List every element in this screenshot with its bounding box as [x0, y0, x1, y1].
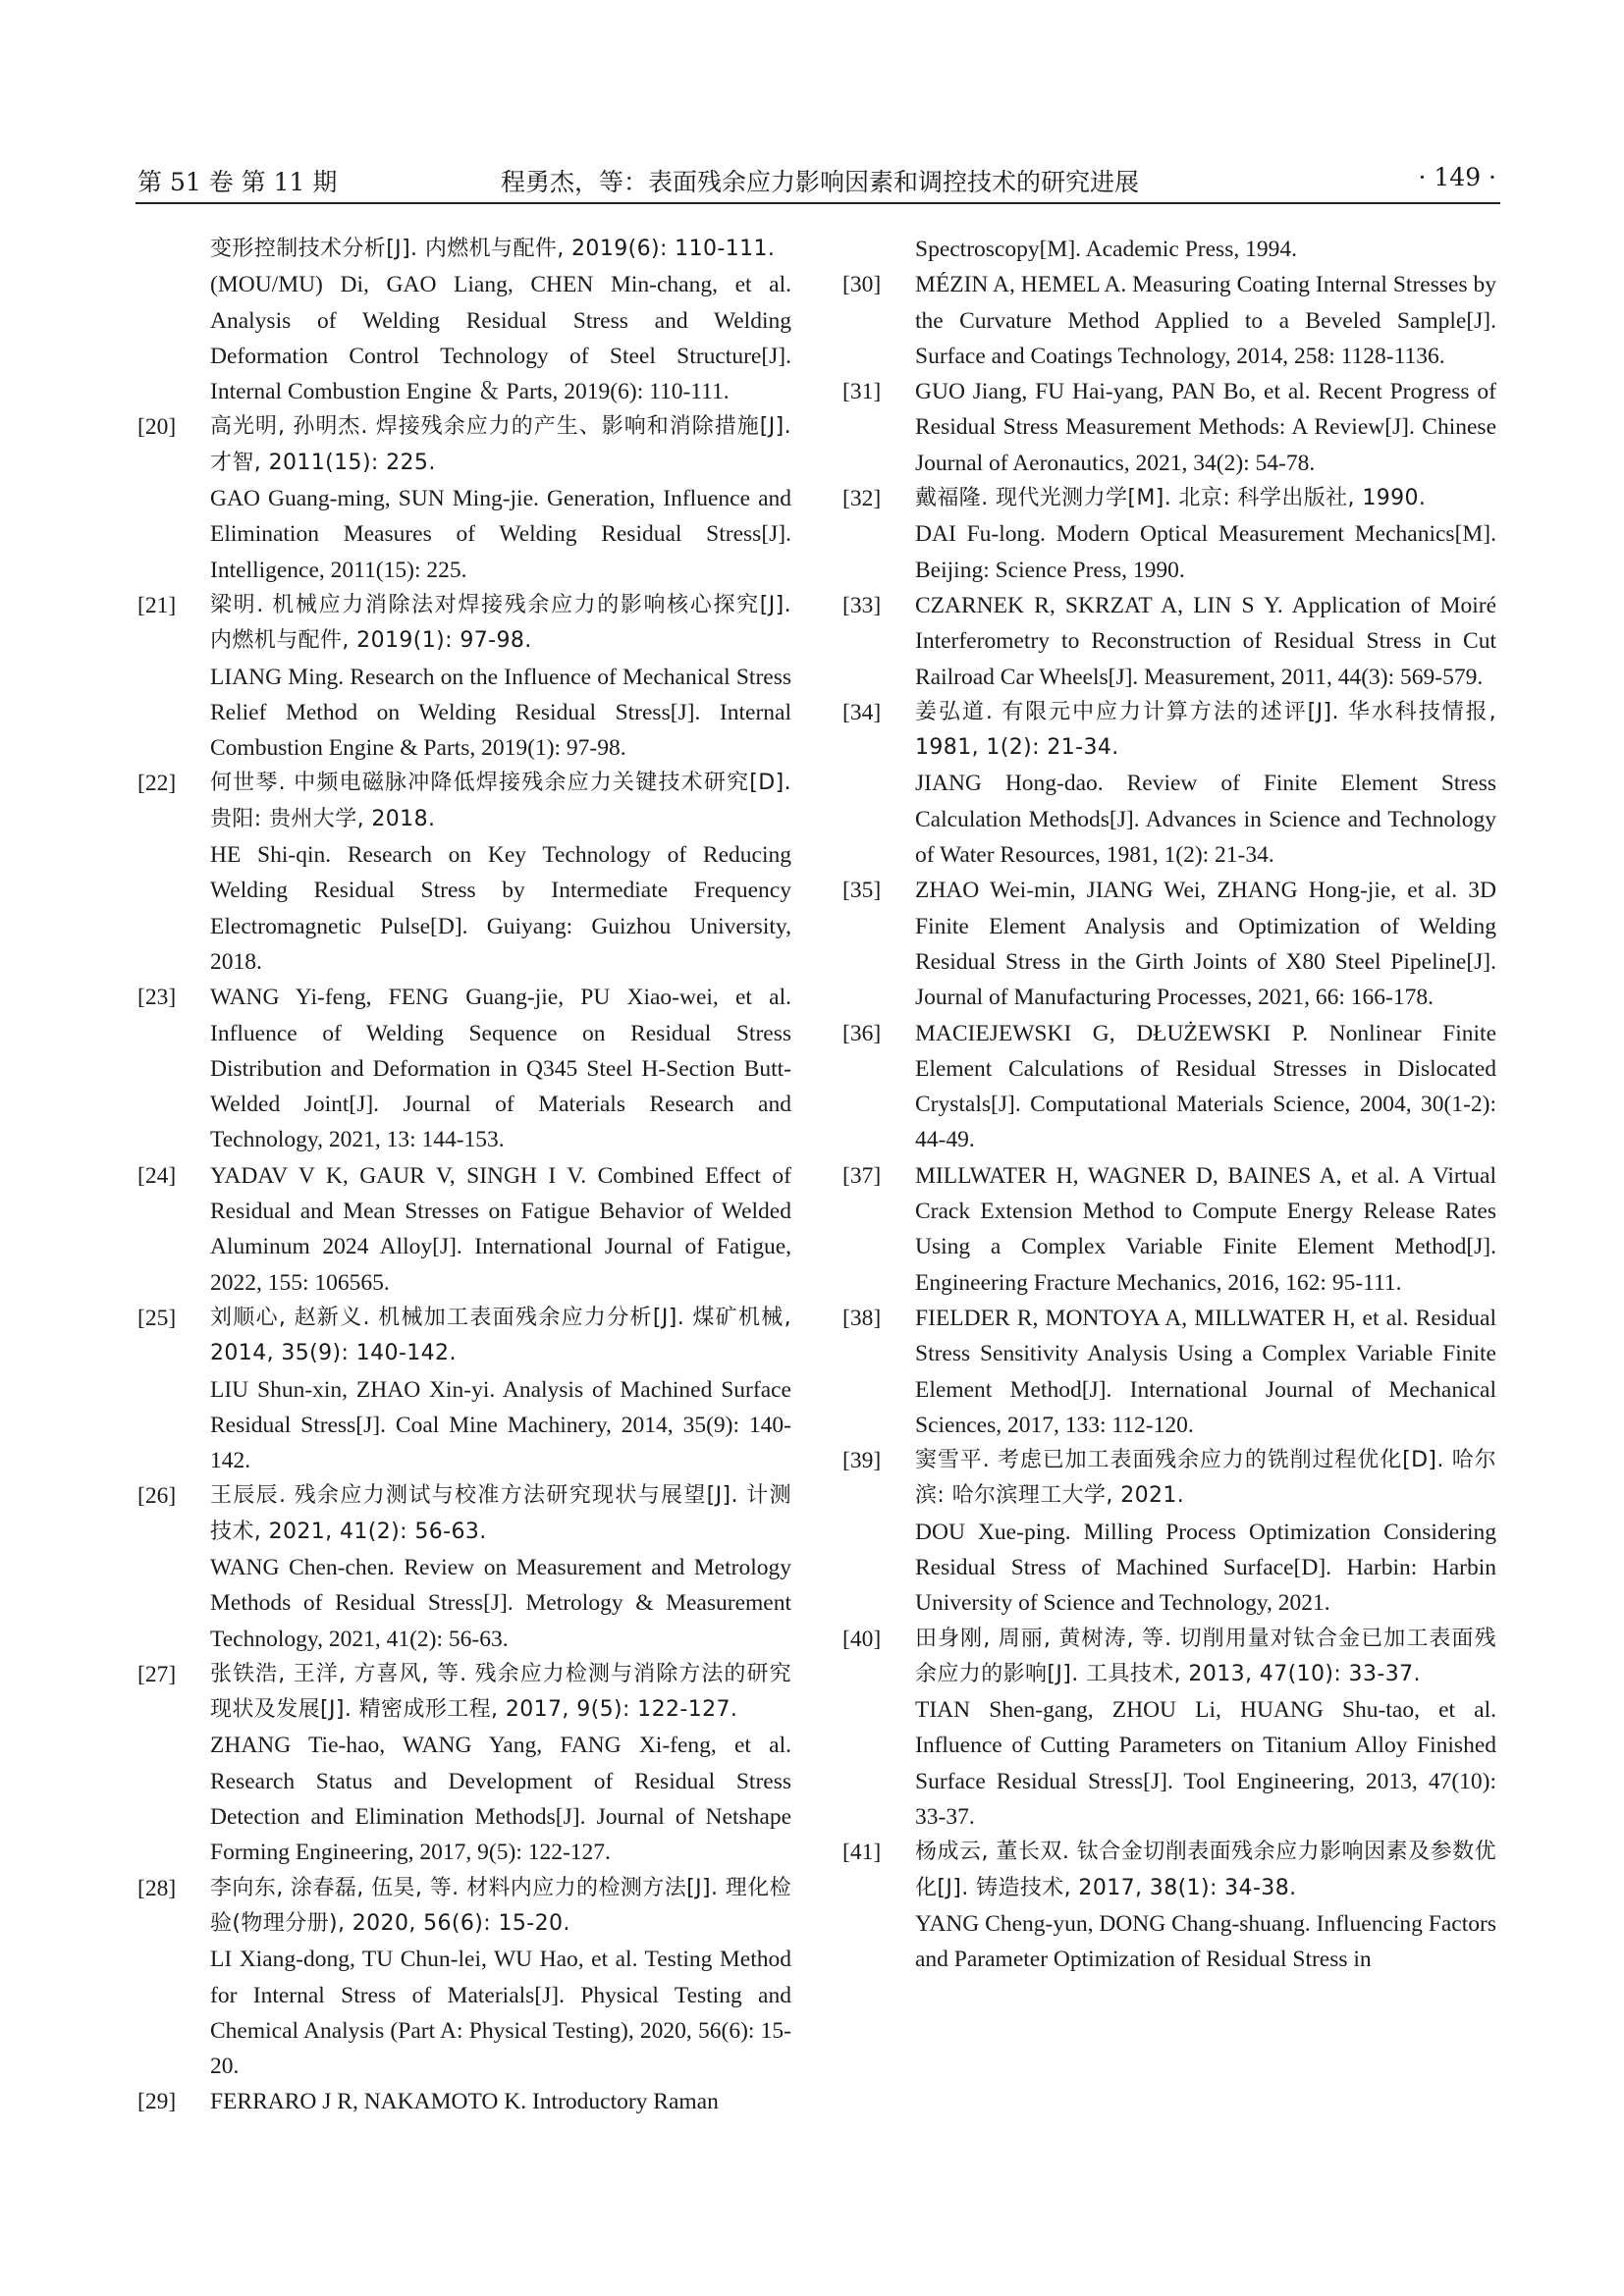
reference-entry — [842, 232, 1496, 267]
reference-text-english: CZARNEK R, SKRZAT A, LIN S Y. Application of Moiré Interferometry to Reconstruction of Residual Stress in Cut Railroad Car Wheels[J]. Measurement, 2011, 44(3): 569-579. — [915, 592, 1496, 690]
reference-text-english: ZHAO Wei-min, JIANG Wei, ZHANG Hong-jie, et al. 3D Finite Element Analysis and Optimization of Welding Residual Stress in the Girth Joints of X80 Steel Pipeline[J]. Journal of Manufacturing Processes, 2021, 66: 166-178. — [915, 878, 1496, 1011]
reference-body — [210, 588, 791, 766]
reference-number: [34] — [842, 699, 882, 725]
reference-body — [915, 1016, 1496, 1158]
reference-entry — [842, 1835, 1496, 1977]
reference-body — [842, 232, 1496, 267]
reference-column-left — [137, 232, 791, 2120]
reference-body — [915, 873, 1496, 1015]
reference-entry — [842, 873, 1496, 1015]
reference-text-english: MACIEJEWSKI G, DŁUŻEWSKI P. Nonlinear Finite Element Calculations of Residual Stresses in Dislocated Crystals[J]. Computational Materials Science, 2004, 30(1-2): 44-49. — [915, 1020, 1496, 1153]
reference-entry — [842, 374, 1496, 481]
reference-number: [38] — [842, 1305, 882, 1331]
reference-number: [23] — [137, 985, 177, 1011]
reference-text-english: TIAN Shen-gang, ZHOU Li, HUANG Shu-tao, et al. Influence of Cutting Parameters on Titanium Alloy Finished Surface Residual Stress[J]. Tool Engineering, 2013, 47(10): 33-37. — [915, 1697, 1496, 1831]
reference-entry — [137, 2084, 791, 2119]
reference-text-chinese: 窦雪平. 考虑已加工表面残余应力的铣削过程优化[D]. 哈尔滨: 哈尔滨理工大学, 2021. — [915, 1448, 1496, 1509]
reference-text-english: MÉZIN A, HEMEL A. Measuring Coating Internal Stresses by the Curvature Method Applied to a Beveled Sample[J]. Surface and Coatings Technology, 2014, 258: 1128-1136. — [915, 272, 1496, 369]
reference-body — [137, 232, 791, 409]
reference-entry — [137, 1478, 791, 1656]
reference-number: [41] — [842, 1840, 882, 1866]
reference-text-chinese: 姜弘道. 有限元中应力计算方法的述评[J]. 华水科技情报, 1981, 1(2): 21-34. — [915, 699, 1496, 761]
reference-body — [210, 1158, 791, 1301]
reference-body — [915, 695, 1496, 873]
reference-text-english: GUO Jiang, FU Hai-yang, PAN Bo, et al. Recent Progress of Residual Stress Measurement Methods: A Review[J]. Chinese Journal of Aeronautics, 2021, 34(2): 54-78. — [915, 379, 1496, 476]
reference-entry — [137, 1158, 791, 1301]
reference-entry — [137, 1871, 791, 2085]
reference-entry — [842, 1158, 1496, 1301]
reference-entry — [842, 588, 1496, 695]
reference-number: [31] — [842, 379, 882, 405]
reference-column-right — [842, 232, 1496, 1978]
reference-number: [30] — [842, 272, 882, 298]
reference-text-chinese: 张铁浩, 王洋, 方喜风, 等. 残余应力检测与消除方法的研究现状及发展[J]. 精密成形工程, 2017, 9(5): 122-127. — [210, 1661, 791, 1723]
volume-issue: 第 51 卷 第 11 期 — [137, 168, 338, 196]
reference-number: [35] — [842, 878, 882, 904]
reference-body — [210, 1301, 791, 1478]
reference-body — [210, 409, 791, 587]
reference-text-english: Spectroscopy[M]. Academic Press, 1994. — [915, 237, 1297, 262]
reference-text-english: WANG Yi-feng, FENG Guang-jie, PU Xiao-wei, et al. Influence of Welding Sequence on Residual Stress Distribution and Deformation in Q345 Steel H-Section Butt-Welded Joint[J]. Journal of Materials Research and Technology, 2021, 13: 144-153. — [210, 985, 791, 1153]
reference-text-english: DAI Fu-long. Modern Optical Measurement Mechanics[M]. Beijing: Science Press, 1990. — [915, 521, 1496, 583]
reference-text-chinese: 李向东, 涂春磊, 伍昊, 等. 材料内应力的检测方法[J]. 理化检验(物理分册), 2020, 56(6): 15-20. — [210, 1875, 791, 1936]
reference-text-english: DOU Xue-ping. Milling Process Optimization Considering Residual Stress of Machined Surface[D]. Harbin: Harbin University of Science and Technology, 2021. — [915, 1519, 1496, 1617]
reference-number: [36] — [842, 1020, 882, 1046]
reference-text-chinese: 高光明, 孙明杰. 焊接残余应力的产生、影响和消除措施[J]. 才智, 2011(15): 225. — [210, 414, 791, 475]
reference-text-english: YADAV V K, GAUR V, SINGH I V. Combined Effect of Residual and Mean Stresses on Fatigue Behavior of Welded Aluminum 2024 Alloy[J]. International Journal of Fatigue, 2022, 155: 106565. — [210, 1162, 791, 1296]
reference-body — [915, 1158, 1496, 1301]
reference-text-chinese: 何世琴. 中频电磁脉冲降低焊接残余应力关键技术研究[D]. 贵阳: 贵州大学, 2018. — [210, 771, 791, 831]
reference-text-chinese: 杨成云, 董长双. 钛合金切削表面残余应力影响因素及参数优化[J]. 铸造技术, 2017, 38(1): 34-38. — [915, 1840, 1496, 1900]
reference-body — [915, 374, 1496, 481]
running-title: 程勇杰，等：表面残余应力影响因素和调控技术的研究进展 — [501, 168, 1140, 196]
reference-number: [37] — [842, 1162, 882, 1189]
reference-text-english: FERRARO J R, NAKAMOTO K. Introductory Raman — [210, 2089, 719, 2115]
reference-body — [210, 1871, 791, 2085]
reference-text-english: LI Xiang-dong, TU Chun-lei, WU Hao, et al. Testing Method for Internal Stress of Materials[J]. Physical Testing and Chemical Analysis (Part A: Physical Testing), 2020, 56(6): 15-20. — [210, 1947, 791, 2080]
reference-text-english: GAO Guang-ming, SUN Ming-jie. Generation, Influence and Elimination Measures of Welding Residual Stress[J]. Intelligence, 2011(15): 225. — [210, 486, 791, 583]
reference-entry — [137, 232, 791, 409]
reference-text-chinese: 变形控制技术分析[J]. 内燃机与配件, 2019(6): 110-111. — [210, 237, 776, 261]
reference-text-english: HE Shi-qin. Research on Key Technology of Reducing Welding Residual Stress by Intermediate Frequency Electromagnetic Pulse[D]. Guiyang: Guizhou University, 2018. — [210, 842, 791, 975]
reference-entry — [137, 766, 791, 980]
reference-body — [210, 766, 791, 980]
reference-number: [29] — [137, 2089, 177, 2115]
reference-entry — [137, 588, 791, 766]
reference-entry — [137, 409, 791, 587]
reference-text-chinese: 王辰辰. 残余应力测试与校准方法研究现状与展望[J]. 计测技术, 2021, 41(2): 56-63. — [210, 1483, 791, 1544]
reference-number: [21] — [137, 592, 177, 618]
reference-text-english: YANG Cheng-yun, DONG Chang-shuang. Influencing Factors and Parameter Optimization of Residual Stress in — [915, 1910, 1496, 1973]
reference-body — [915, 1443, 1496, 1621]
reference-text-english: FIELDER R, MONTOYA A, MILLWATER H, et al. Residual Stress Sensitivity Analysis Using a Complex Variable Finite Element Method[J]. International Journal of Mechanical Sciences, 2017, 133: 112-120. — [915, 1305, 1496, 1438]
reference-body — [210, 1478, 791, 1656]
reference-number: [22] — [137, 771, 177, 797]
reference-text-chinese: 戴福隆. 现代光测力学[M]. 北京: 科学出版社, 1990. — [915, 486, 1427, 511]
reference-text-english: ZHANG Tie-hao, WANG Yang, FANG Xi-feng, et al. Research Status and Development of Residual Stress Detection and Elimination Methods[J]. Journal of Netshape Forming Engineering, 2017, 9(5): 122-127. — [210, 1733, 791, 1866]
reference-body — [210, 980, 791, 1157]
reference-number: [32] — [842, 486, 882, 512]
reference-body — [915, 1301, 1496, 1443]
reference-number: [28] — [137, 1875, 177, 1901]
reference-number: [27] — [137, 1661, 177, 1687]
reference-entry — [842, 481, 1496, 588]
reference-number: [33] — [842, 592, 882, 618]
reference-text-english: (MOU/MU) Di, GAO Liang, CHEN Min-chang, et al. Analysis of Welding Residual Stress and Welding Deformation Control Technology of Steel Structure[J]. Internal Combustion Engine ＆ Parts, 2019(6): 110-111. — [210, 272, 791, 405]
reference-body — [915, 588, 1496, 695]
reference-text-english: WANG Chen-chen. Review on Measurement and Metrology Methods of Residual Stress[J]. Metrology & Measurement Technology, 2021, 41(2): 56-63. — [210, 1554, 791, 1652]
reference-number: [26] — [137, 1483, 177, 1510]
reference-number: [39] — [842, 1448, 882, 1474]
reference-number: [25] — [137, 1305, 177, 1331]
reference-entry — [842, 695, 1496, 873]
running-header — [135, 157, 1500, 198]
reference-entry — [137, 980, 791, 1157]
reference-entry — [842, 1301, 1496, 1443]
reference-text-english: JIANG Hong-dao. Review of Finite Element Stress Calculation Methods[J]. Advances in Science and Technology of Water Resources, 1981, 1(2): 21-34. — [915, 771, 1496, 869]
page-number: · 149 · — [1418, 163, 1496, 191]
reference-entry — [842, 267, 1496, 374]
reference-number: [20] — [137, 414, 177, 441]
reference-entry — [842, 1622, 1496, 1836]
reference-body — [915, 1622, 1496, 1836]
reference-text-chinese: 刘顺心, 赵新义. 机械加工表面残余应力分析[J]. 煤矿机械, 2014, 35(9): 140-142. — [210, 1305, 791, 1366]
reference-number: [24] — [137, 1162, 177, 1189]
reference-entry — [137, 1657, 791, 1871]
reference-text-chinese: 田身刚, 周丽, 黄树涛, 等. 切削用量对钛合金已加工表面残余应力的影响[J]. 工具技术, 2013, 47(10): 33-37. — [915, 1626, 1496, 1686]
reference-number: [40] — [842, 1626, 882, 1652]
reference-body — [915, 1835, 1496, 1977]
reference-entry — [842, 1016, 1496, 1158]
reference-entry — [137, 1301, 791, 1478]
reference-body — [915, 267, 1496, 374]
reference-text-english: MILLWATER H, WAGNER D, BAINES A, et al. A Virtual Crack Extension Method to Compute Energy Release Rates Using a Complex Variable Finite Element Method[J]. Engineering Fracture Mechanics, 2016, 162: 95-111. — [915, 1162, 1496, 1296]
reference-text-chinese: 梁明. 机械应力消除法对焊接残余应力的影响核心探究[J]. 内燃机与配件, 2019(1): 97-98. — [210, 592, 791, 654]
reference-body — [210, 2084, 791, 2119]
reference-text-english: LIU Shun-xin, ZHAO Xin-yi. Analysis of Machined Surface Residual Stress[J]. Coal Mine Machinery, 2014, 35(9): 140-142. — [210, 1376, 791, 1474]
reference-entry — [842, 1443, 1496, 1621]
header-rule — [135, 202, 1500, 204]
reference-body — [915, 481, 1496, 588]
reference-text-english: LIANG Ming. Research on the Influence of Mechanical Stress Relief Method on Welding Residual Stress[J]. Internal Combustion Engine & Parts, 2019(1): 97-98. — [210, 664, 791, 762]
reference-body — [210, 1657, 791, 1871]
